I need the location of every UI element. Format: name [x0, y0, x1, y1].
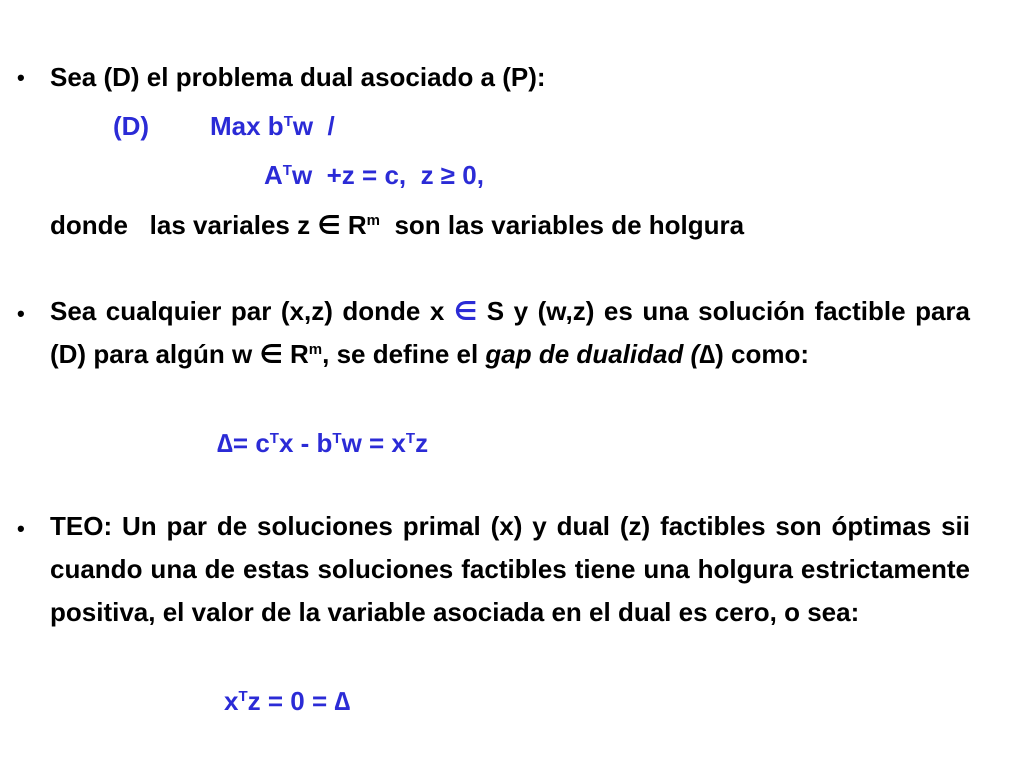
cs-formula-sup: T — [238, 688, 248, 705]
cs-formula-rest: z = 0 = ∆ — [247, 686, 351, 716]
gap-formula-sup: T — [269, 430, 279, 447]
b2-part-2: S y (w,z) es una solución factible para (D) para algún w ∈ R — [50, 296, 970, 369]
bullet-2-text — [50, 290, 970, 376]
gap-formula-part: z — [415, 428, 429, 458]
element-of-symbol: ∈ — [453, 296, 478, 326]
b2-sup-m: m — [308, 341, 323, 358]
slack-note-post: son las variables de holgura — [380, 210, 745, 240]
b2-part-4: ) como: — [715, 339, 810, 369]
bullet-3-theorem: TEO: Un par de soluciones primal (x) y dual (z) factibles son óptimas sii cuando una de estas soluciones factibles tiene una holgura estrictamente positiva, el valor de la variable asociada en el dual es cero, o sea: — [50, 511, 970, 627]
dual-constraint-rest: w +z = c, z ≥ 0, — [291, 160, 484, 190]
b2-part-1: Sea cualquier par (x,z) donde x — [50, 296, 454, 326]
dual-objective-sup: T — [283, 113, 293, 130]
duality-gap-formula — [217, 428, 428, 458]
bullet-2-marker: • — [17, 301, 25, 326]
delta-symbol: ∆ — [699, 339, 716, 369]
gap-formula-part: ∆= c — [217, 428, 270, 458]
gap-formula-part: w = x — [341, 428, 406, 458]
dual-problem-label: (D) — [113, 111, 150, 141]
complementary-slackness-formula — [224, 686, 350, 716]
dual-constraint-a: A — [264, 160, 283, 190]
dual-objective-rest: w / — [292, 111, 335, 141]
dual-objective — [210, 111, 335, 141]
bullet-3-marker: • — [17, 516, 25, 541]
slack-note-pre: donde las variales z ∈ R — [50, 210, 367, 240]
slack-note-sup: m — [366, 212, 380, 229]
dual-constraint-sup: T — [282, 162, 292, 179]
cs-formula-x: x — [224, 686, 239, 716]
gap-formula-sup: T — [405, 430, 416, 447]
dual-objective-max: Max b — [210, 111, 284, 141]
bullet-1-marker: • — [17, 65, 25, 90]
gap-formula-sup: T — [332, 430, 342, 447]
bullet-1-text: Sea (D) el problema dual asociado a (P): — [50, 62, 546, 92]
duality-gap-term: gap de dualidad ( — [485, 339, 700, 369]
dual-constraint — [264, 160, 484, 190]
slack-variables-note — [50, 210, 744, 240]
b2-part-3: , se define el — [322, 339, 486, 369]
gap-formula-part: x - b — [278, 428, 333, 458]
